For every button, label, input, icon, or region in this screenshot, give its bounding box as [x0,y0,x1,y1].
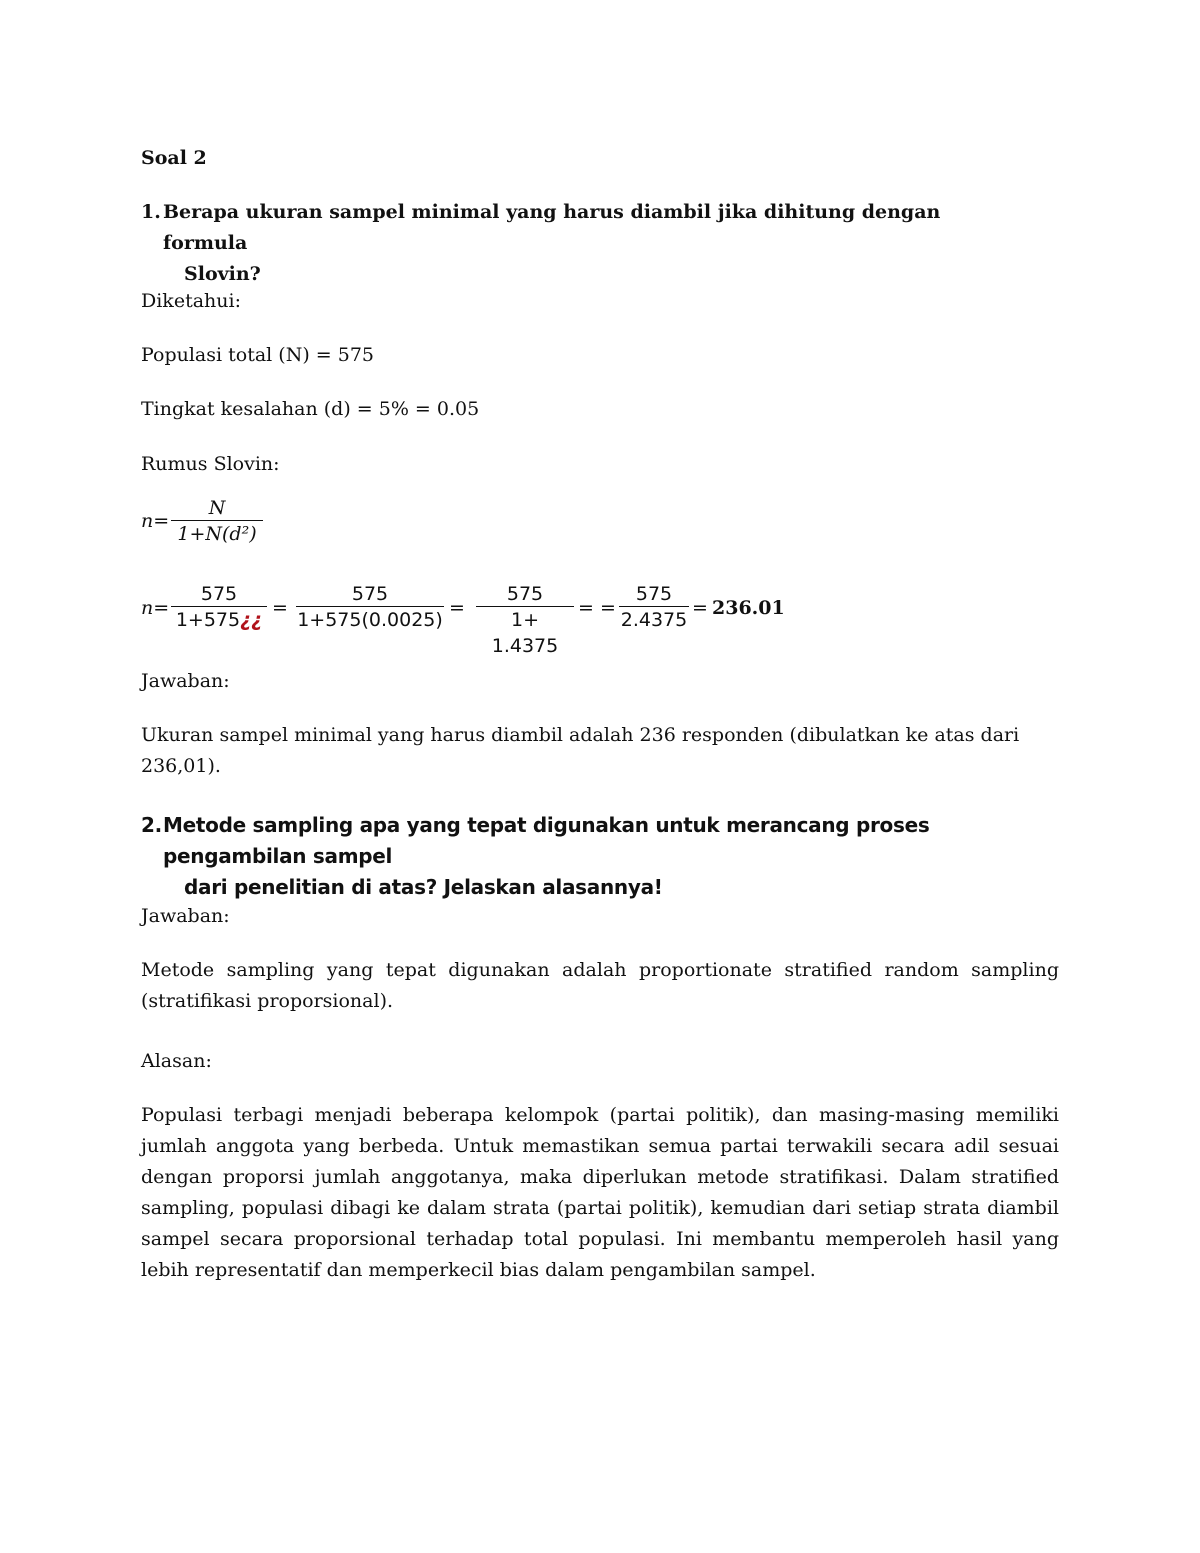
slovin-calculation [141,582,841,657]
question-2 [141,810,1061,903]
calc-fraction-3-denominator: 1+ 1.4375 [491,609,559,657]
calc-fraction-1-denominator [171,607,267,633]
calc-fraction-4-denominator: 2.4375 [620,609,688,631]
question-2-line-1: Metode sampling apa yang tepat digunakan untuk merancang proses pengambilan sampel [163,813,930,868]
formula-denominator: 1+N(d²) [177,523,257,545]
calc-fraction-4 [619,582,689,633]
rumus-label: Rumus Slovin: [141,453,280,475]
calc-fraction-2-numerator: 575 [351,583,389,605]
calc-equals-4: = [692,597,708,619]
jawaban-2-text: Metode sampling yang tepat digunakan adalah proportionate stratified random sampling (stratifikasi proporsional). [141,959,1059,1012]
jawaban-1-text [141,720,1061,782]
formula-fraction [171,496,263,547]
question-2-number: 2. [141,813,162,837]
slovin-formula [141,496,341,556]
diketahui-label: Diketahui: [141,290,241,312]
calc-fraction-3-numerator: 575 [506,583,544,605]
calc-result: 236.01 [712,597,785,619]
formula-lhs: n= [141,510,170,532]
calc-equals-2: = [449,597,465,619]
jawaban-2-label: Jawaban: [141,905,230,927]
tingkat-kesalahan: Tingkat kesalahan (d) = 5% = 0.05 [141,398,480,420]
jawaban-1-line-2: 236,01). [141,755,221,777]
alasan-text: Populasi terbagi menjadi beberapa kelompok (partai politik), dan masing-masing memiliki jumlah anggota yang berbeda. Untuk memastikan semua partai terwakili secara adil sesuai dengan proporsi jumlah anggotanya, maka diperlukan metode stratifikasi. Dalam stratified sampling, populasi dibagi ke dalam strata (partai politik), kemudian dari setiap strata diambil sampel secara proporsional terhadap total populasi. Ini membantu memperoleh hasil yang lebih representatif dan memperkecil bias dalam pengambilan sampel. [141,1104,1059,1281]
jawaban-1-line-1: Ukuran sampel minimal yang harus diambil adalah 236 responden (dibulatkan ke atas dari [141,724,1020,746]
calc-equals-3: = = [578,597,616,619]
calc-fraction-1-error-glyph: ¿¿ [240,609,263,631]
calc-lhs: n= [141,597,170,619]
populasi-total: Populasi total (N) = 575 [141,344,374,366]
question-1-number: 1. [141,201,161,223]
calc-fraction-4-numerator: 575 [635,583,673,605]
formula-numerator: N [208,497,226,519]
calc-fraction-2-denominator: 1+575(0.0025) [297,609,443,631]
calc-fraction-2 [296,582,444,633]
question-1-line-1: Berapa ukuran sampel minimal yang harus diambil jika dihitung dengan formula [163,201,941,254]
calc-fraction-3 [476,582,574,659]
jawaban-1-label: Jawaban: [141,670,230,692]
calc-fraction-1-numerator: 575 [200,583,238,605]
calc-fraction-1-denominator-text: 1+575 [175,609,241,631]
page-title: Soal 2 [141,147,207,169]
question-1 [141,197,1021,290]
question-2-line-2: dari penelitian di atas? Jelaskan alasannya! [184,875,663,899]
calc-equals-1: = [272,597,288,619]
calc-fraction-1 [171,582,267,633]
alasan-label: Alasan: [141,1050,212,1072]
question-1-line-2: Slovin? [184,263,261,285]
